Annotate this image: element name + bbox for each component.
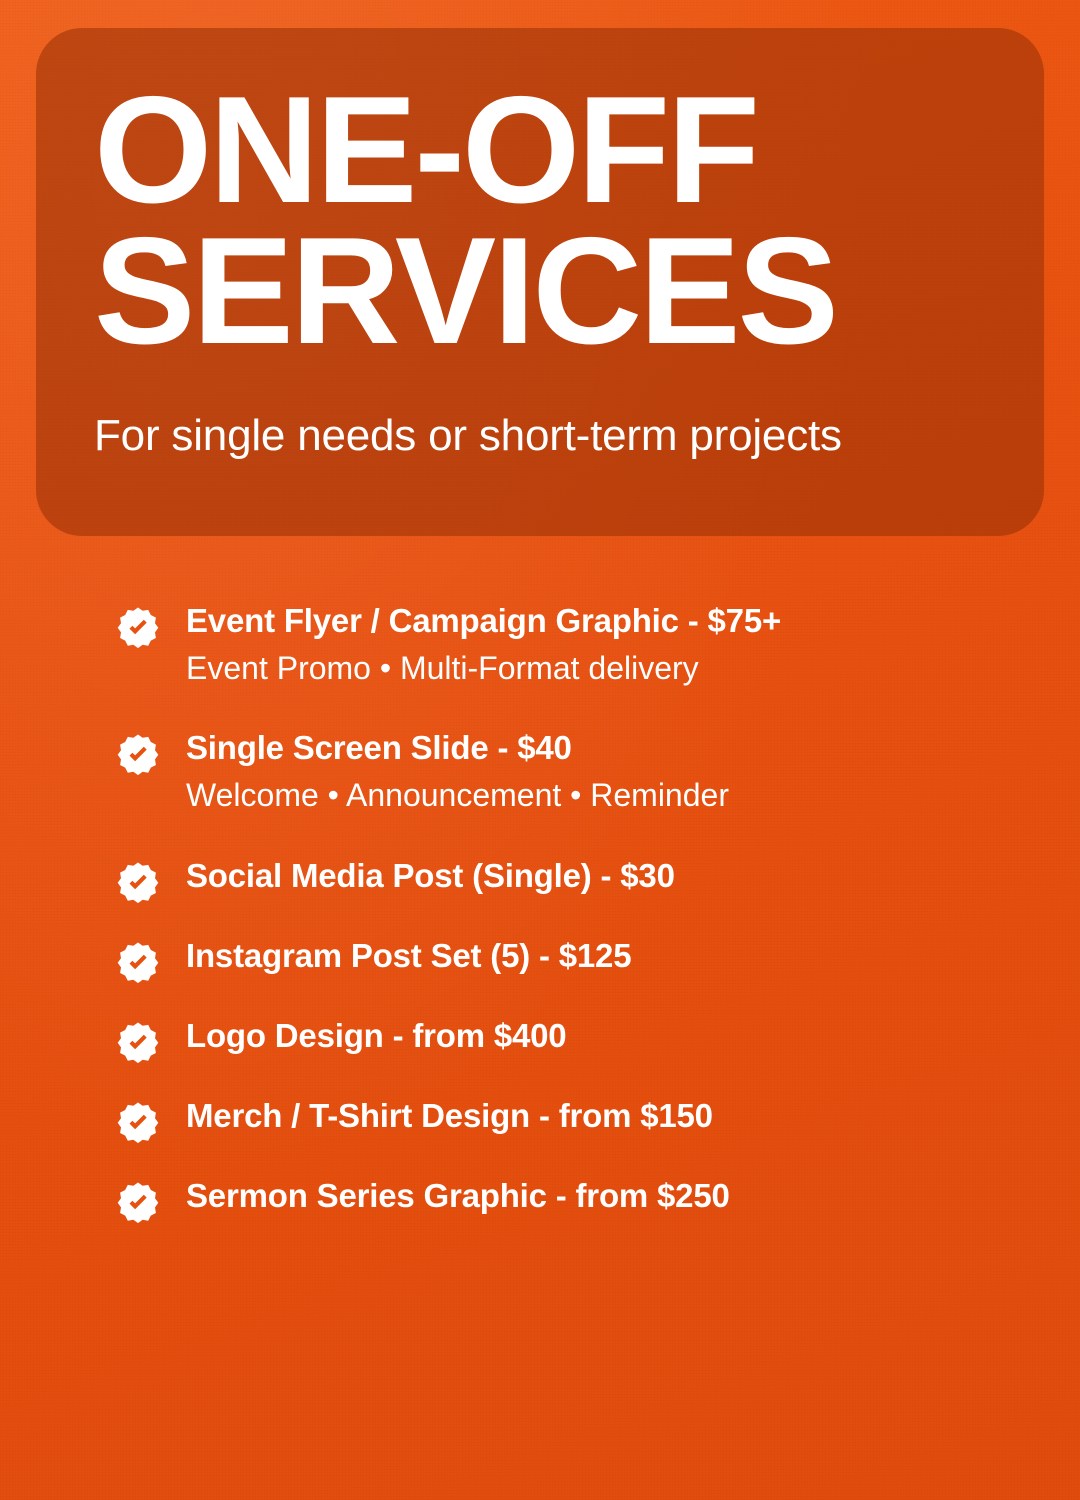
check-badge-icon — [112, 937, 164, 989]
list-item — [112, 600, 1012, 687]
check-badge-icon — [112, 729, 164, 781]
list-item-title: Logo Design - from $400 — [186, 1016, 567, 1054]
list-item — [112, 727, 1012, 814]
check-badge-icon — [112, 857, 164, 909]
list-item-text — [186, 935, 631, 976]
check-badge-icon — [112, 602, 164, 654]
list-item — [112, 935, 1012, 989]
list-item-text — [186, 1095, 713, 1136]
list-item-text — [186, 600, 781, 687]
page-title — [94, 65, 986, 377]
page-title-line-2: SERVICES — [94, 206, 836, 377]
check-badge-icon — [112, 1177, 164, 1229]
list-item-title: Single Screen Slide - $40 — [186, 729, 572, 767]
list-item-title: Social Media Post (Single) - $30 — [186, 856, 675, 894]
list-item-text — [186, 1175, 730, 1216]
list-item — [112, 1015, 1012, 1069]
list-item — [112, 855, 1012, 909]
page-subtitle: For single needs or short-term projects — [94, 410, 842, 460]
list-item-subtitle: Welcome • Announcement • Reminder — [186, 777, 729, 814]
check-badge-icon — [112, 1017, 164, 1069]
services-list — [112, 600, 1012, 1255]
list-item-text — [186, 727, 729, 814]
page-title-line-1: ONE-OFF — [94, 65, 757, 235]
check-badge-icon — [112, 1097, 164, 1149]
list-item-title: Instagram Post Set (5) - $125 — [186, 936, 632, 974]
list-item-title: Merch / T-Shirt Design - from $150 — [186, 1096, 713, 1134]
list-item-title: Event Flyer / Campaign Graphic - $75+ — [186, 602, 782, 639]
list-item — [112, 1095, 1012, 1149]
header-card — [36, 28, 1044, 536]
list-item — [112, 1175, 1012, 1229]
list-item-text — [186, 1015, 566, 1056]
list-item-title: Sermon Series Graphic - from $250 — [186, 1176, 730, 1214]
list-item-subtitle: Event Promo • Multi-Format delivery — [186, 649, 699, 686]
list-item-text — [186, 855, 675, 896]
